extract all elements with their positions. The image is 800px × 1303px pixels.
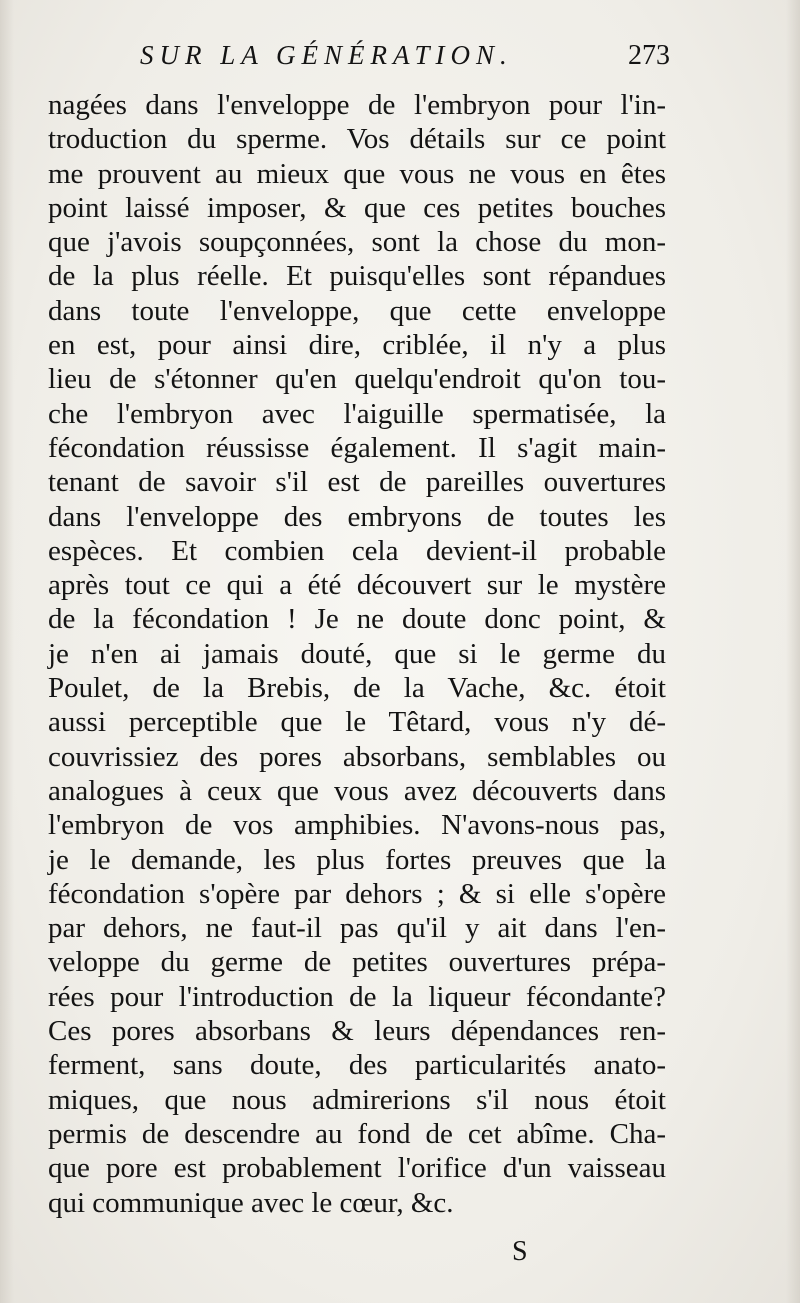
body-text bbox=[48, 88, 666, 1220]
signature-mark: S bbox=[512, 1236, 528, 1267]
text-line: analogues à ceux que vous avez découverts dans bbox=[48, 774, 666, 807]
text-line: lieu de s'étonner qu'en quelqu'endroit qu'on tou- bbox=[48, 363, 666, 396]
text-line: point laissé imposer, & que ces petites bouches bbox=[48, 191, 666, 224]
text-line: ferment, sans doute, des particularités anato- bbox=[48, 1049, 666, 1082]
text-line: fécondation réussisse également. Il s'agit main- bbox=[48, 431, 666, 464]
text-line: en est, pour ainsi dire, criblée, il n'y a plus bbox=[48, 329, 666, 362]
running-head bbox=[140, 40, 670, 80]
text-line: de la plus réelle. Et puisqu'elles sont répandues bbox=[48, 260, 666, 293]
running-title: SUR LA GÉNÉRATION. bbox=[140, 40, 513, 70]
page-edge-shadow-right bbox=[786, 0, 800, 1303]
page-edge-shadow-left bbox=[0, 0, 14, 1303]
text-line: che l'embryon avec l'aiguille spermatisée, la bbox=[48, 397, 666, 430]
text-line: Poulet, de la Brebis, de la Vache, &c. étoit bbox=[48, 672, 666, 705]
text-line: l'embryon de vos amphibies. N'avons-nous pas, bbox=[48, 809, 666, 842]
text-line: par dehors, ne faut-il pas qu'il y ait dans l'en- bbox=[48, 912, 666, 945]
text-line: fécondation s'opère par dehors ; & si elle s'opère bbox=[48, 877, 666, 910]
text-line: me prouvent au mieux que vous ne vous en êtes bbox=[48, 157, 666, 190]
text-line: Ces pores absorbans & leurs dépendances ren- bbox=[48, 1015, 666, 1048]
text-line: couvrissiez des pores absorbans, semblables ou bbox=[48, 740, 666, 773]
text-line: que pore est probablement l'orifice d'un vaisseau bbox=[48, 1152, 666, 1185]
page-number: 273 bbox=[628, 40, 670, 71]
text-line: rées pour l'introduction de la liqueur fécondante? bbox=[48, 980, 666, 1013]
text-line: veloppe du germe de petites ouvertures prépa- bbox=[48, 946, 666, 979]
text-line: dans toute l'enveloppe, que cette enveloppe bbox=[48, 294, 666, 327]
text-line: troduction du sperme. Vos détails sur ce point bbox=[48, 123, 666, 156]
text-line: dans l'enveloppe des embryons de toutes les bbox=[48, 500, 666, 533]
text-line: espèces. Et combien cela devient-il probable bbox=[48, 534, 666, 567]
text-line: aussi perceptible que le Têtard, vous n'y dé- bbox=[48, 706, 666, 739]
text-line: nagées dans l'enveloppe de l'embryon pour l'in- bbox=[48, 89, 666, 121]
text-line: permis de descendre au fond de cet abîme. Cha- bbox=[48, 1117, 666, 1150]
text-line: que j'avois soupçonnées, sont la chose du mon- bbox=[48, 226, 666, 259]
text-line: je le demande, les plus fortes preuves que la bbox=[48, 843, 666, 876]
text-line: miques, que nous admirerions s'il nous étoit bbox=[48, 1083, 666, 1116]
text-line: après tout ce qui a été découvert sur le mystère bbox=[48, 569, 666, 602]
text-line: qui communique avec le cœur, &c. bbox=[48, 1186, 454, 1219]
text-line: je n'en ai jamais douté, que si le germe du bbox=[48, 637, 666, 670]
text-line: tenant de savoir s'il est de pareilles ouvertures bbox=[48, 466, 666, 499]
text-line: de la fécondation ! Je ne doute donc point, & bbox=[48, 603, 666, 636]
